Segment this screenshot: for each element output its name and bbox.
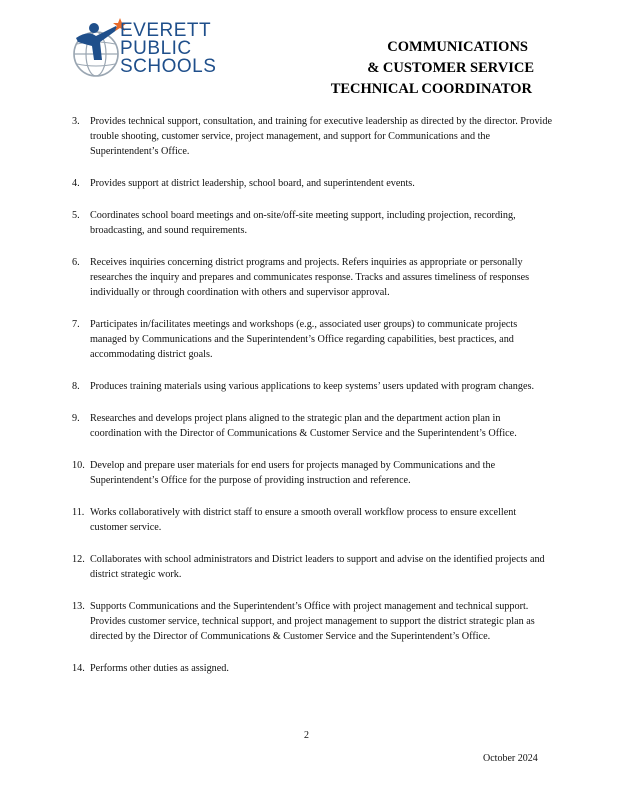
logo-line-everett: EVERETT xyxy=(120,20,212,41)
duty-number: 7. xyxy=(72,319,80,330)
title-line-2: & CUSTOMER SERVICE xyxy=(367,60,534,76)
logo-line-schools: SCHOOLS xyxy=(120,56,217,77)
revision-date: October 2024 xyxy=(483,753,538,764)
page-number: 2 xyxy=(304,730,309,741)
duty-number: 4. xyxy=(72,178,80,189)
job-title xyxy=(331,37,534,100)
duty-item xyxy=(72,411,552,441)
title-line-3: TECHNICAL COORDINATOR xyxy=(330,81,532,97)
duty-number: 5. xyxy=(72,210,80,221)
title-line-1: COMMUNICATIONS xyxy=(387,39,528,55)
duty-text: Works collaboratively with district staff to ensure a smooth overall workflow process to ensure excellent customer service. xyxy=(90,507,517,533)
duty-text: Receives inquiries concerning district programs and projects. Refers inquiries as appropriate or personally researches the inquiry and prepares and communicates response. Tracks and assures timeliness of responses individually or through coordination with others and supervisor approval. xyxy=(90,257,530,298)
duty-text: Participates in/facilitates meetings and workshops (e.g., associated user groups) to communicate projects managed by Communications and the Superintendent’s Office regarding capabilities, best practices, and accommodating district goals. xyxy=(90,319,518,360)
duties-list xyxy=(72,114,552,693)
duty-item xyxy=(72,208,552,238)
duty-number: 6. xyxy=(72,257,80,268)
duty-text: Researches and develops project plans aligned to the strategic plan and the department action plan in coordination with the Director of Communications & Customer Service and the Superintendent’s Office. xyxy=(90,413,517,439)
duty-text: Provides technical support, consultation, and training for executive leadership as directed by the director. Provide trouble shooting, customer service, project management, and support for Communications and the Superintendent’s Office. xyxy=(90,116,552,157)
duty-item xyxy=(72,661,552,676)
logo-line-public: PUBLIC xyxy=(120,38,192,59)
duty-item xyxy=(72,176,552,191)
duty-text: Supports Communications and the Superintendent’s Office with project management and technical support. Provides customer service, technical support, and project management to support the district strategic plan as directed by the Director of Communications & Customer Service and the Superintendent’s Office. xyxy=(90,601,535,642)
duty-text: Develop and prepare user materials for end users for projects managed by Communications and the Superintendent’s Office for the purpose of providing instruction and reference. xyxy=(90,460,496,486)
duty-text: Produces training materials using various applications to keep systems’ users updated with program changes. xyxy=(90,381,534,392)
duty-number: 10. xyxy=(72,460,85,471)
duty-text: Coordinates school board meetings and on-site/off-site meeting support, including projection, recording, broadcasting, and sound requirements. xyxy=(90,210,516,236)
duty-text: Collaborates with school administrators and District leaders to support and advise on the identified projects and district strategic work. xyxy=(90,554,545,580)
duty-number: 12. xyxy=(72,554,85,565)
duty-item xyxy=(72,379,552,394)
duty-number: 14. xyxy=(72,663,85,674)
duty-number: 8. xyxy=(72,381,80,392)
duty-number: 9. xyxy=(72,413,80,424)
duty-item xyxy=(72,458,552,488)
logo-wordmark xyxy=(120,22,216,76)
duty-number: 11. xyxy=(72,507,85,518)
duty-item xyxy=(72,114,552,159)
district-logo xyxy=(70,16,240,82)
duty-item xyxy=(72,599,552,644)
duty-item xyxy=(72,255,552,300)
duty-item xyxy=(72,552,552,582)
duty-number: 13. xyxy=(72,601,85,612)
duty-text: Performs other duties as assigned. xyxy=(90,663,229,674)
duty-item xyxy=(72,505,552,535)
duty-number: 3. xyxy=(72,116,80,127)
duty-text: Provides support at district leadership, school board, and superintendent events. xyxy=(90,178,415,189)
duty-item xyxy=(72,317,552,362)
